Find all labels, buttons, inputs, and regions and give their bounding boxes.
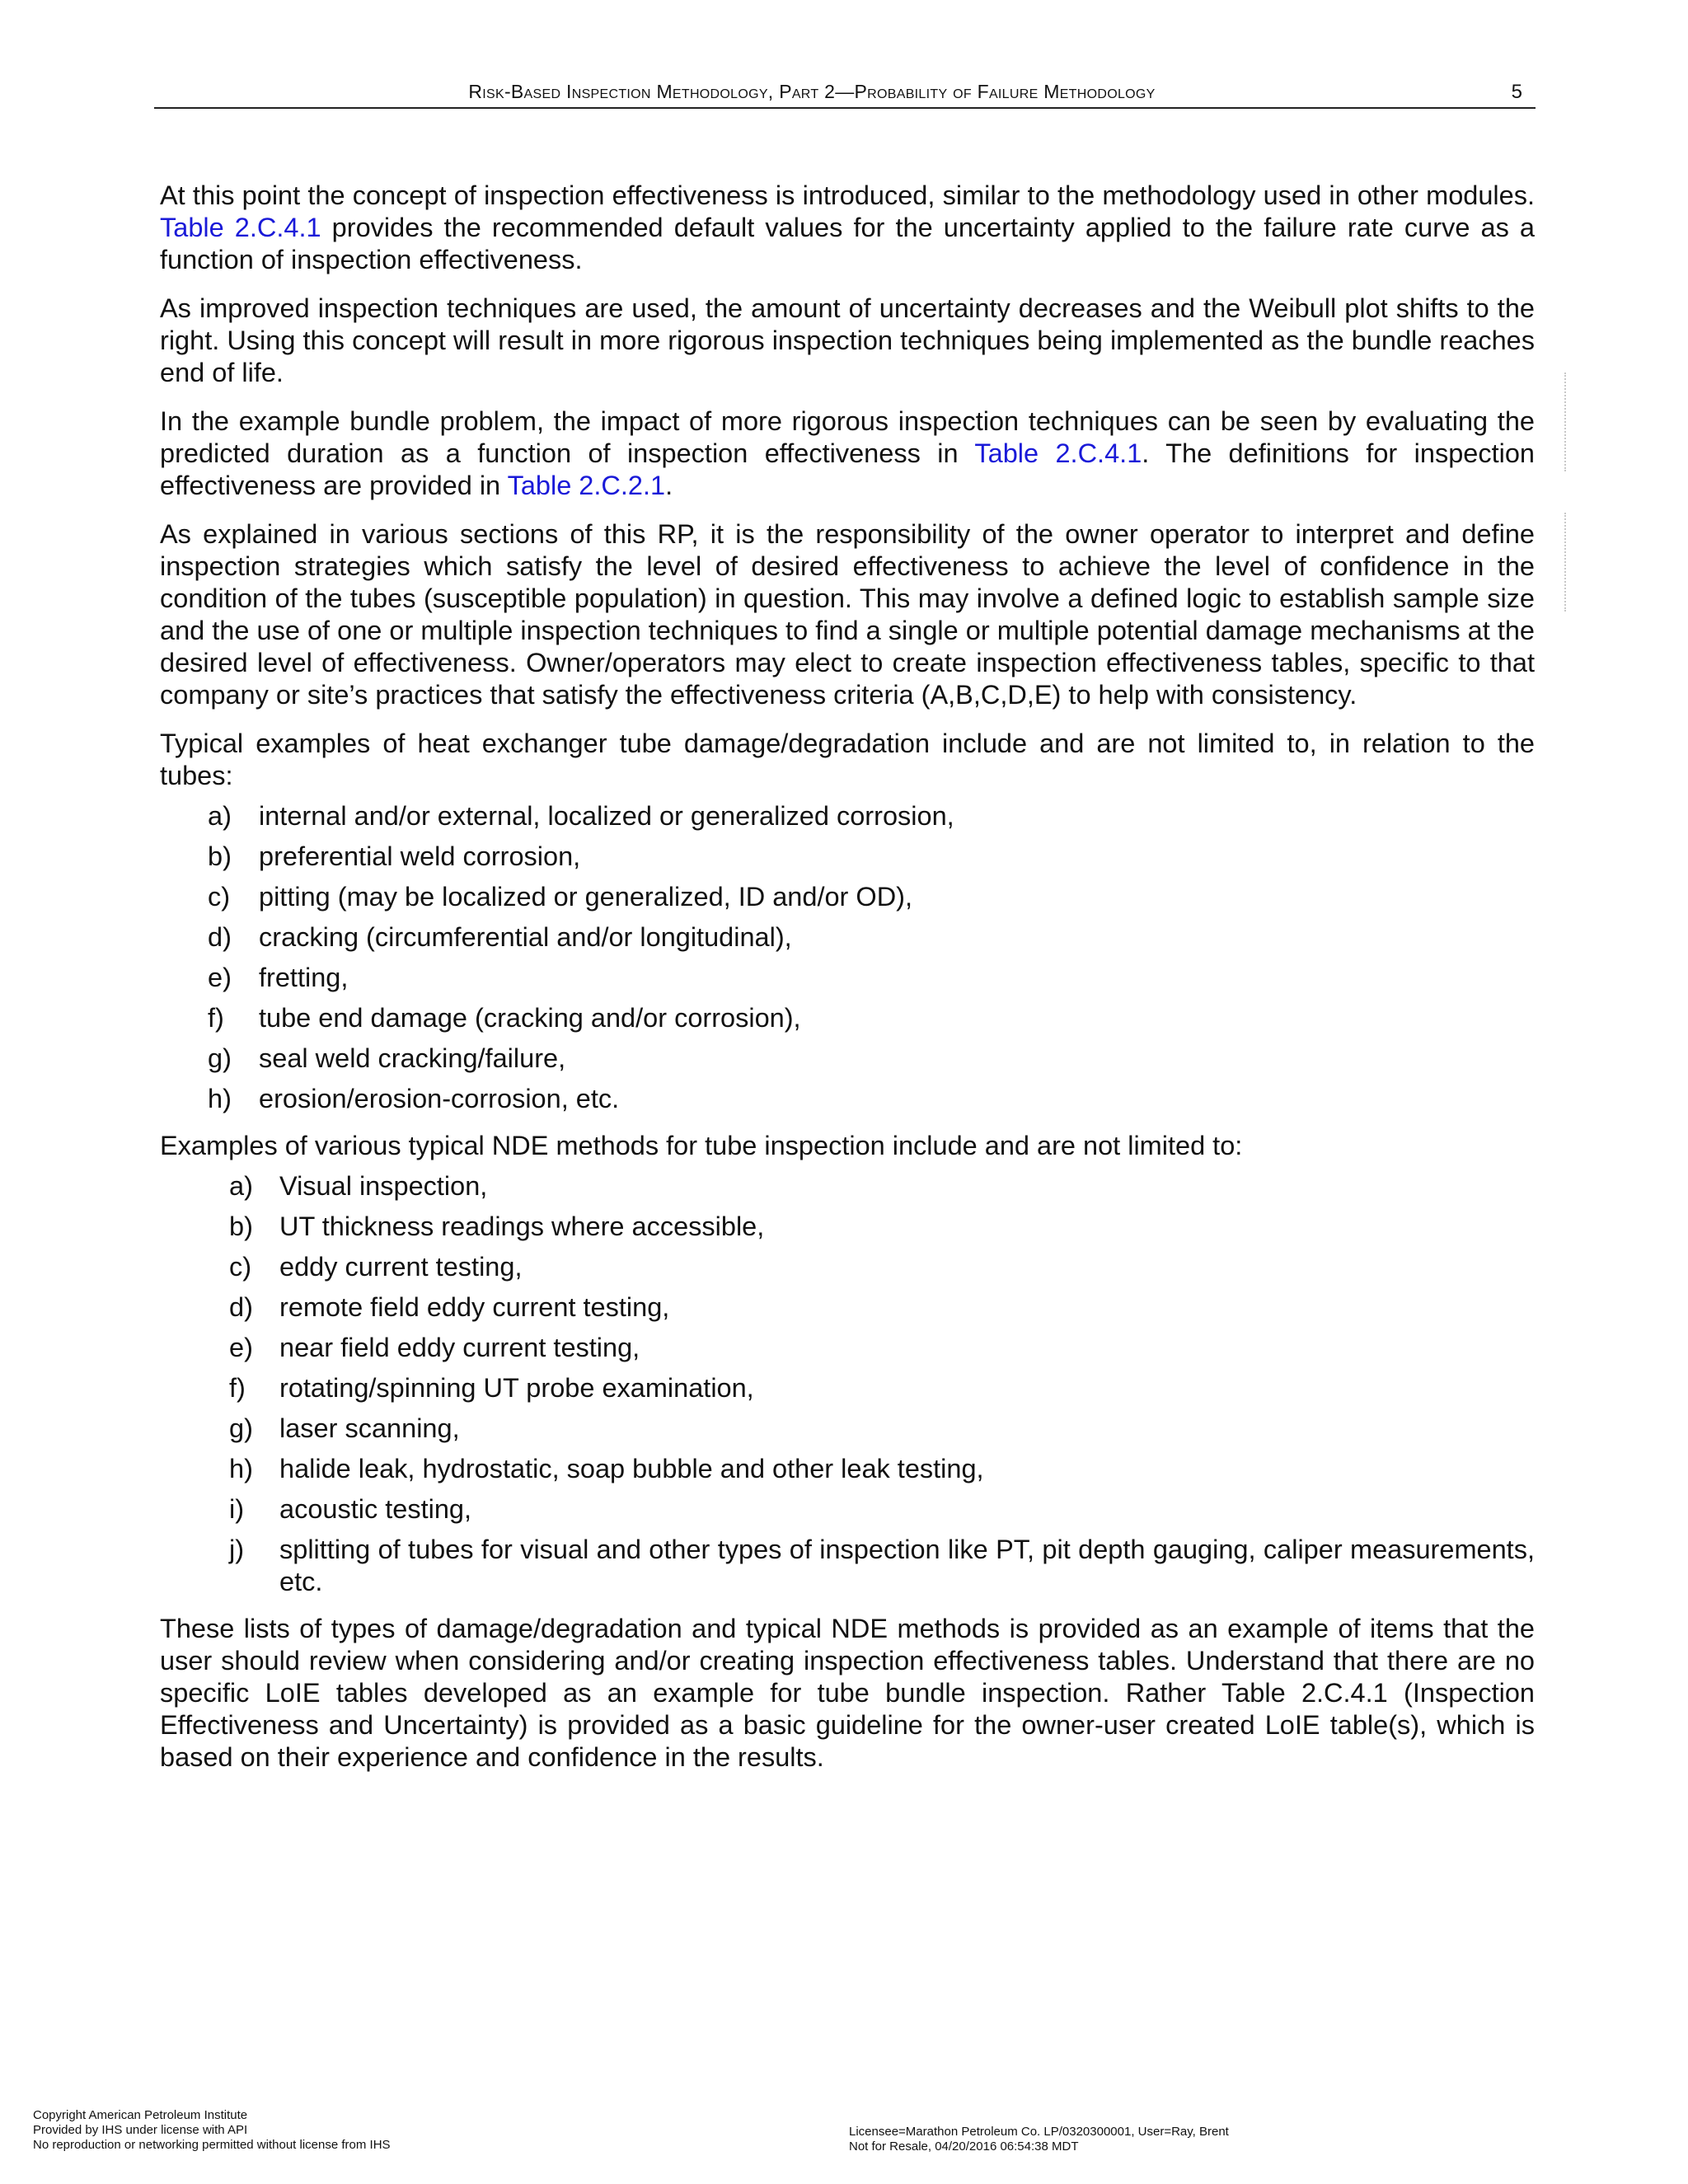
list-marker: j) — [229, 1535, 245, 1564]
page-header — [154, 77, 1536, 109]
list-item-text: acoustic testing, — [279, 1494, 472, 1524]
list-marker: g) — [229, 1413, 253, 1443]
list-item — [160, 1332, 1535, 1364]
list-item-text: eddy current testing, — [279, 1252, 523, 1282]
list-marker: e) — [229, 1333, 253, 1362]
damage-list — [160, 800, 1535, 1115]
list-item — [160, 1372, 1535, 1404]
list-marker: b) — [229, 1212, 253, 1241]
list-item-text: Visual inspection, — [279, 1171, 488, 1201]
footer-line: No reproduction or networking permitted without license from IHS — [33, 2138, 391, 2152]
table-link[interactable]: Table 2.C.2.1 — [507, 471, 666, 500]
list-item-text: near field eddy current testing, — [279, 1333, 640, 1362]
list-item-text: tube end damage (cracking and/or corrosion), — [259, 1003, 801, 1033]
margin-change-bar — [1564, 513, 1568, 612]
list-marker: c) — [229, 1252, 252, 1282]
paragraph-example-bundle — [160, 405, 1535, 502]
list-item — [160, 800, 1535, 832]
page-body — [160, 180, 1535, 1790]
paragraph-text: . The definitions for inspection effectiveness are provided in — [160, 438, 1536, 500]
list-item-text: rotating/spinning UT probe examination, — [279, 1373, 754, 1403]
nde-methods-list — [160, 1170, 1535, 1598]
paragraph-text: In the example bundle problem, the impact of more rigorous inspection techniques can be seen by evaluating the predicted duration as a function of inspection effectiveness in — [160, 406, 1535, 468]
footer-license — [849, 2125, 1229, 2154]
list-item — [160, 1453, 1535, 1485]
list-item-text: internal and/or external, localized or generalized corrosion, — [259, 801, 954, 831]
list-marker: e) — [208, 963, 232, 992]
list-marker: a) — [229, 1171, 253, 1201]
paragraph-nde-intro: Examples of various typical NDE methods for tube inspection include and are not limited to: — [160, 1131, 1243, 1160]
list-item-text: pitting (may be localized or generalized, ID and/or OD), — [259, 882, 913, 912]
list-item-text: seal weld cracking/failure, — [259, 1043, 566, 1073]
paragraph-text: . — [665, 471, 673, 500]
table-link[interactable]: Table 2.C.4.1 — [974, 438, 1142, 468]
list-item — [160, 1211, 1535, 1243]
list-item — [160, 881, 1535, 913]
paragraph-text: At this point the concept of inspection effectiveness is introduced, similar to the methodology used in other modules. — [160, 180, 1535, 210]
list-marker: b) — [208, 841, 232, 871]
list-marker: h) — [229, 1454, 253, 1483]
paragraph-intro — [160, 180, 1535, 276]
paragraph-damage-intro: Typical examples of heat exchanger tube damage/degradation include and are not limited to, in relation to the tubes: — [160, 729, 1535, 790]
list-item — [160, 1083, 1535, 1115]
running-title: Risk-Based Inspection Methodology, Part 2—Probability of Failure Methodology — [468, 81, 1156, 102]
list-marker: f) — [208, 1003, 224, 1033]
list-item — [160, 841, 1535, 873]
list-item — [160, 1291, 1535, 1324]
list-marker: d) — [208, 922, 232, 952]
list-item — [160, 1493, 1535, 1526]
list-item-text: UT thickness readings where accessible, — [279, 1212, 765, 1241]
paragraph-text: provides the recommended default values for the uncertainty applied to the failure rate curve as a function of inspection effectiveness. — [160, 213, 1535, 274]
table-link[interactable]: Table 2.C.4.1 — [160, 213, 321, 242]
paragraph-owner-responsibility: As explained in various sections of this RP, it is the responsibility of the owner operator to interpret and define inspection strategies which satisfy the level of desired effectiveness to achieve the level of confidence in the condition of the tubes (susceptible population) in question. This may involve a defined logic to establish sample size and the use of one or multiple inspection techniques to find a single or multiple potential damage mechanisms at the desired level of effectiveness. Owner/operators may elect to create inspection effectiveness tables, specific to that company or site’s practices that satisfy the effectiveness criteria (A,B,C,D,E) to help with consistency. — [160, 519, 1535, 710]
paragraph-summary: These lists of types of damage/degradation and typical NDE methods is provided as an example of items that the user should review when considering and/or creating inspection effectiveness tables. Understand that there are no specific LoIE tables developed as an example for tube bundle inspection. Rather Table 2.C.4.1 (Inspection Effectiveness and Uncertainty) is provided as a basic guideline for the owner-user created LoIE table(s), which is based on their experience and confidence in the results. — [160, 1614, 1535, 1772]
list-item-text: halide leak, hydrostatic, soap bubble and other leak testing, — [279, 1454, 984, 1483]
list-item-text: splitting of tubes for visual and other types of inspection like PT, pit depth gauging, caliper measurements, etc. — [279, 1535, 1535, 1596]
list-marker: g) — [208, 1043, 232, 1073]
list-item — [160, 1251, 1535, 1283]
list-item — [160, 1534, 1535, 1598]
list-item-text: fretting, — [259, 963, 349, 992]
margin-change-bar — [1564, 373, 1568, 471]
paragraph-weibull: As improved inspection techniques are used, the amount of uncertainty decreases and the Weibull plot shifts to the right. Using this concept will result in more rigorous inspection techniques being implemented as the bundle reaches end of life. — [160, 293, 1535, 387]
list-marker: a) — [208, 801, 232, 831]
list-item-text: preferential weld corrosion, — [259, 841, 581, 871]
list-item — [160, 1002, 1535, 1034]
list-marker: h) — [208, 1084, 232, 1113]
footer-line: Provided by IHS under license with API — [33, 2123, 248, 2137]
list-item — [160, 1043, 1535, 1075]
list-item-text: erosion/erosion-corrosion, etc. — [259, 1084, 620, 1113]
list-marker: f) — [229, 1373, 246, 1403]
list-item — [160, 1413, 1535, 1445]
footer-line: Not for Resale, 04/20/2016 06:54:38 MDT — [849, 2139, 1079, 2154]
footer-line: Copyright American Petroleum Institute — [33, 2108, 248, 2122]
list-item — [160, 921, 1535, 954]
list-marker: i) — [229, 1494, 245, 1524]
footer-copyright — [33, 2108, 391, 2153]
list-item — [160, 962, 1535, 994]
list-marker: c) — [208, 882, 231, 912]
list-item-text: laser scanning, — [279, 1413, 460, 1443]
list-item-text: cracking (circumferential and/or longitudinal), — [259, 922, 792, 952]
list-item-text: remote field eddy current testing, — [279, 1292, 670, 1322]
list-item — [160, 1170, 1535, 1202]
list-marker: d) — [229, 1292, 253, 1322]
footer-line: Licensee=Marathon Petroleum Co. LP/0320300001, User=Ray, Brent — [849, 2125, 1229, 2139]
page-number: 5 — [1511, 81, 1522, 103]
